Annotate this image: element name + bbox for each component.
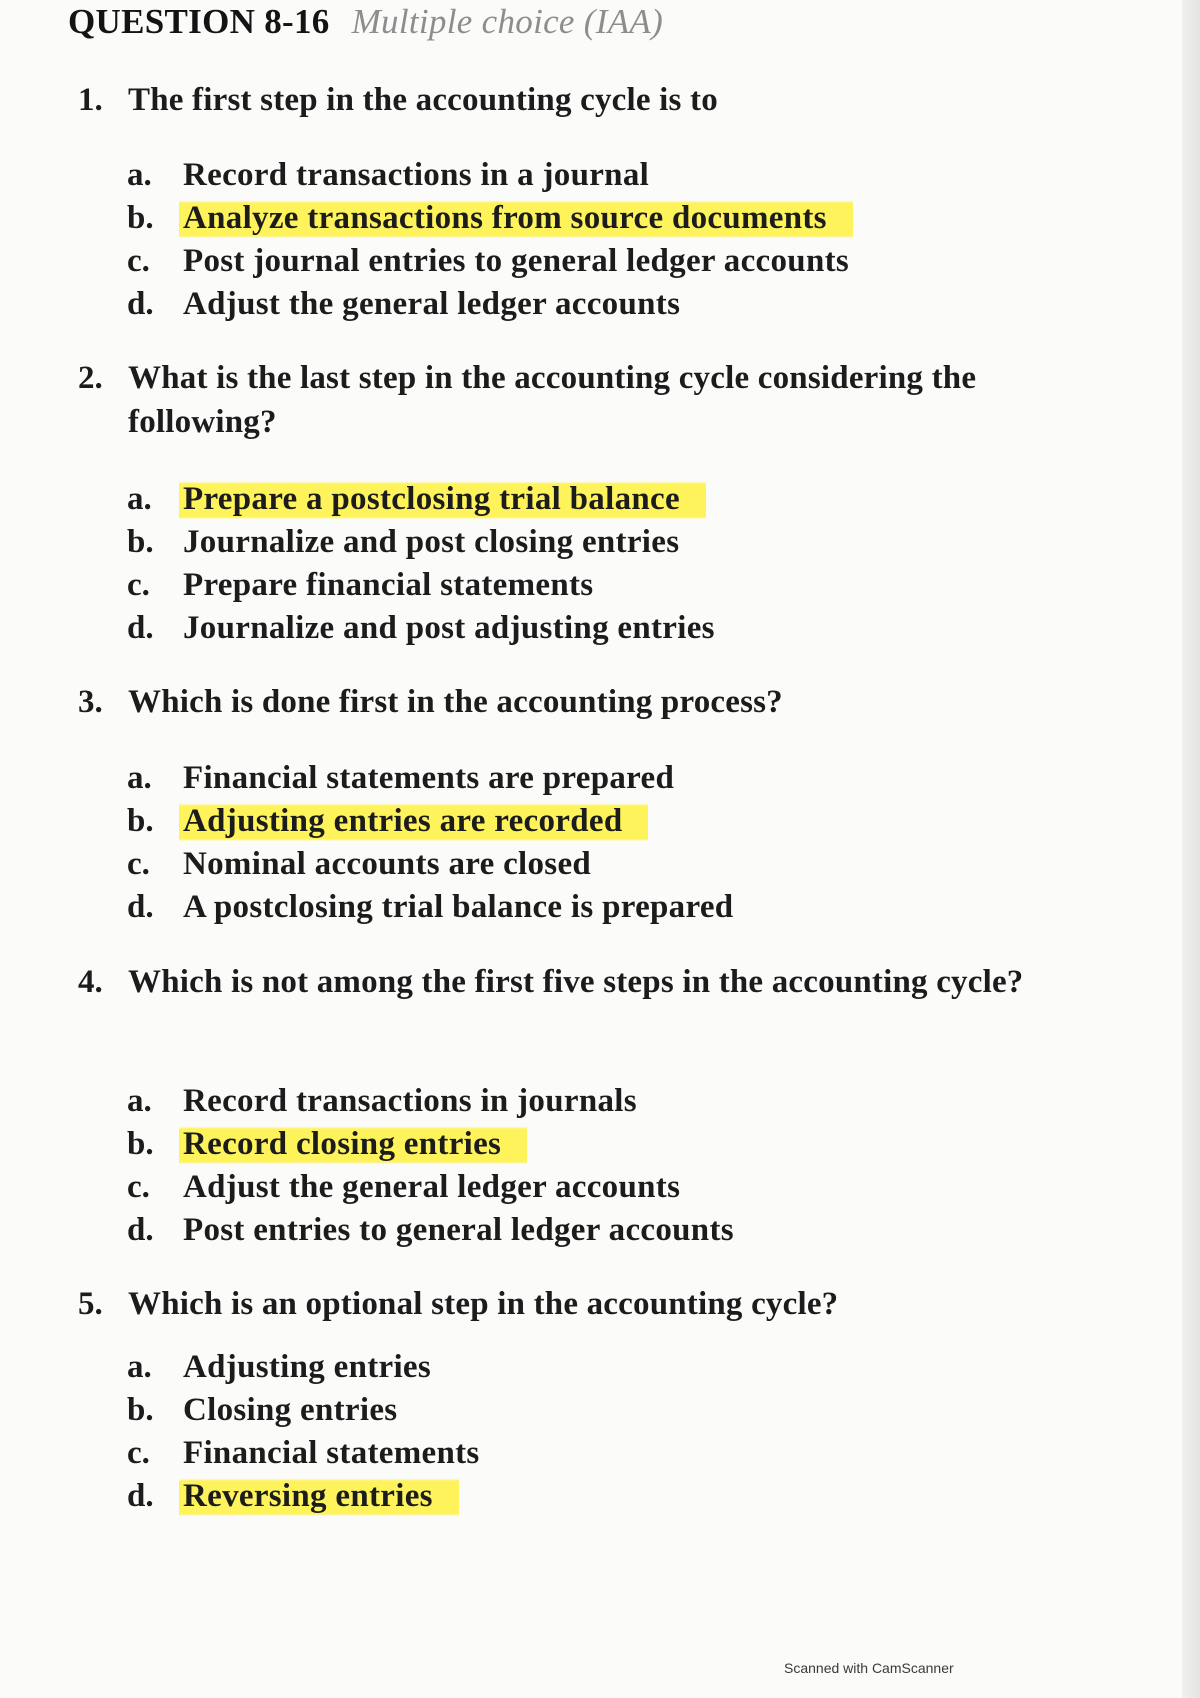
option-text: Reversing entries	[179, 1475, 459, 1518]
option-c	[127, 843, 1127, 886]
option-letter: c.	[127, 243, 150, 279]
option-letter: a.	[127, 1083, 152, 1119]
option-c	[127, 1166, 1127, 1209]
option-letter: b.	[127, 1126, 154, 1162]
option-b	[127, 1389, 1127, 1432]
option-a	[127, 1080, 1127, 1123]
option-a	[127, 1346, 1127, 1389]
question-5-options	[127, 1346, 1127, 1518]
option-a	[127, 478, 1127, 521]
option-text: Journalize and post adjusting entries	[183, 610, 715, 646]
option-text: Financial statements	[183, 1435, 480, 1471]
option-text: Journalize and post closing entries	[183, 524, 680, 560]
option-d	[127, 1475, 1127, 1518]
question-text: Which is an optional step in the accounting cycle?	[128, 1286, 839, 1322]
option-d	[127, 886, 1127, 929]
option-text: Closing entries	[183, 1392, 398, 1428]
question-1-options	[127, 154, 1127, 326]
option-text: Adjusting entries	[183, 1349, 432, 1385]
option-text: Adjusting entries are recorded	[179, 800, 648, 843]
option-text: Analyze transactions from source documents	[179, 197, 853, 240]
question-2	[78, 356, 1118, 444]
option-text: Financial statements are prepared	[183, 760, 675, 796]
option-text: A postclosing trial balance is prepared	[183, 889, 734, 925]
option-letter: a.	[127, 481, 152, 517]
heading-label: QUESTION 8-16	[68, 2, 330, 41]
question-text: Which is not among the first five steps in the accounting cycle?	[128, 964, 1024, 1000]
heading-subtitle: Multiple choice (IAA)	[351, 2, 664, 41]
question-number: 2.	[78, 360, 103, 396]
question-2-options	[127, 478, 1127, 650]
question-number: 5.	[78, 1286, 103, 1322]
option-c	[127, 564, 1127, 607]
question-4	[78, 960, 1118, 1004]
option-letter: a.	[127, 157, 152, 193]
question-text: The first step in the accounting cycle is to	[128, 82, 718, 118]
page-edge-shadow	[1182, 0, 1200, 1698]
option-c	[127, 240, 1127, 283]
option-letter: b.	[127, 524, 154, 560]
option-a	[127, 757, 1127, 800]
question-text: Which is done first in the accounting process?	[128, 684, 783, 720]
question-3	[78, 680, 1118, 724]
option-text: Adjust the general ledger accounts	[183, 286, 681, 322]
option-letter: d.	[127, 1212, 154, 1248]
option-letter: d.	[127, 1478, 154, 1514]
option-letter: b.	[127, 1392, 154, 1428]
question-4-options	[127, 1080, 1127, 1252]
option-text: Post journal entries to general ledger accounts	[183, 243, 850, 279]
option-d	[127, 1209, 1127, 1252]
option-text: Prepare financial statements	[183, 567, 594, 603]
option-d	[127, 283, 1127, 326]
option-letter: c.	[127, 1169, 150, 1205]
option-letter: d.	[127, 286, 154, 322]
option-b	[127, 521, 1127, 564]
option-text: Record transactions in journals	[183, 1083, 637, 1119]
scanner-watermark: Scanned with CamScanner	[784, 1660, 954, 1676]
option-letter: d.	[127, 610, 154, 646]
question-5	[78, 1282, 1118, 1326]
option-letter: c.	[127, 567, 150, 603]
option-b	[127, 800, 1127, 843]
question-1	[78, 78, 1118, 122]
page-heading	[68, 2, 663, 42]
question-number: 4.	[78, 964, 103, 1000]
option-b	[127, 197, 1127, 240]
question-text: What is the last step in the accounting cycle considering the following?	[128, 360, 977, 440]
option-d	[127, 607, 1127, 650]
question-number: 3.	[78, 684, 103, 720]
option-letter: a.	[127, 760, 152, 796]
question-number: 1.	[78, 82, 103, 118]
option-text: Record closing entries	[179, 1123, 527, 1166]
option-text: Nominal accounts are closed	[183, 846, 592, 882]
question-3-options	[127, 757, 1127, 929]
option-a	[127, 154, 1127, 197]
option-text: Prepare a postclosing trial balance	[179, 478, 706, 521]
option-text: Record transactions in a journal	[183, 157, 650, 193]
option-b	[127, 1123, 1127, 1166]
option-letter: c.	[127, 1435, 150, 1471]
option-text: Adjust the general ledger accounts	[183, 1169, 681, 1205]
option-letter: c.	[127, 846, 150, 882]
option-letter: b.	[127, 803, 154, 839]
option-letter: b.	[127, 200, 154, 236]
option-text: Post entries to general ledger accounts	[183, 1212, 734, 1248]
option-letter: d.	[127, 889, 154, 925]
option-c	[127, 1432, 1127, 1475]
option-letter: a.	[127, 1349, 152, 1385]
